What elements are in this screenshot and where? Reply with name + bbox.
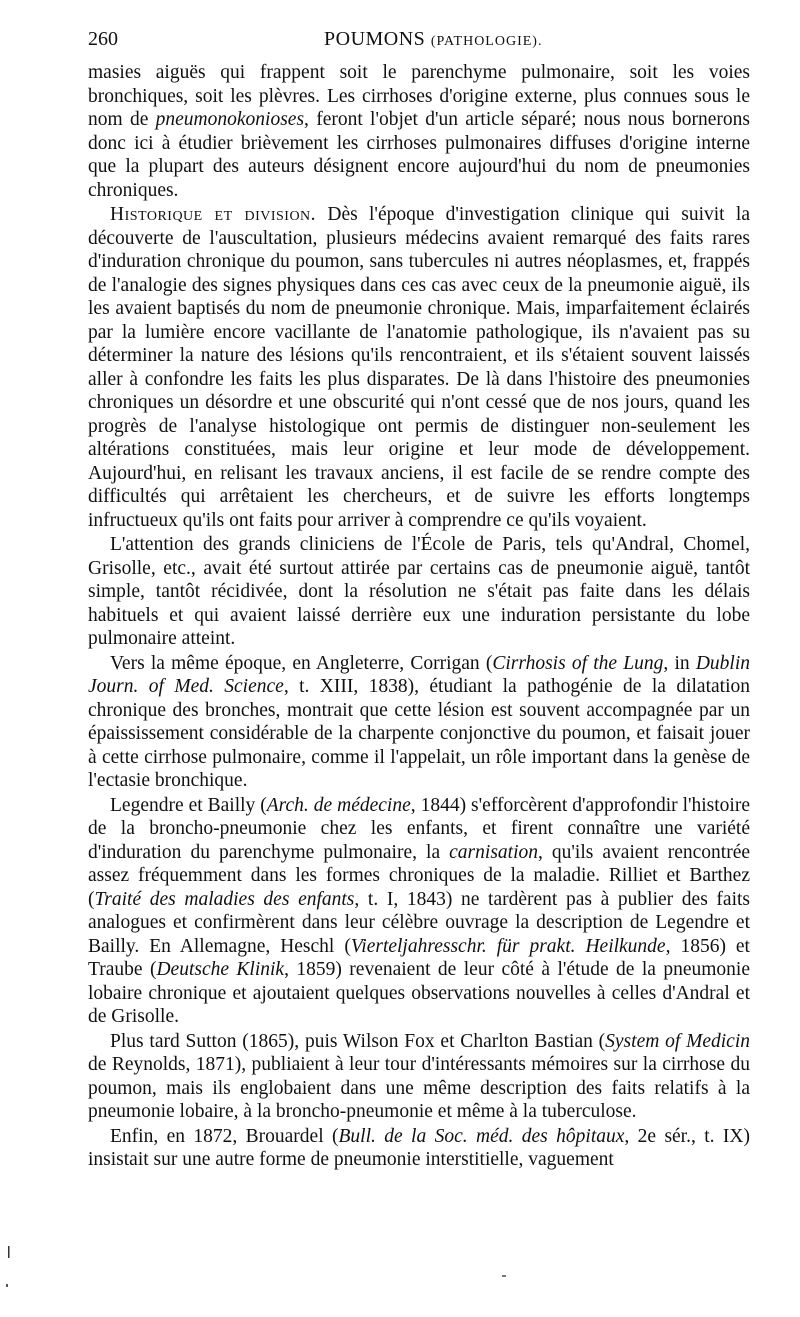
italic-citation: Vierteljahresschr. für prakt. Heilkunde	[350, 935, 666, 957]
italic-citation: carnisation	[449, 841, 538, 863]
page-number: 260	[88, 28, 118, 50]
text-run: , feront l'objet d'un article séparé; nous nous bornerons donc ici à étudier brièvement les cirrhoses pulmonaires diffuses d'origine interne que la plupart des auteurs désignent encore aujourd'hui du nom de pneumonies chroniques.	[88, 109, 750, 201]
paragraph-legendre-bailly	[88, 794, 750, 1029]
italic-citation: System of Medicin	[605, 1030, 750, 1052]
scan-speck	[6, 1284, 8, 1287]
section-heading: Historique et division.	[110, 204, 317, 225]
text-run: , t. I, 1843) ne tardèrent pas à publier des faits analogues et confirmèrent dans leur célèbre ouvrage la description de Legendre et Bailly. En Allemagne, Heschl (	[88, 888, 750, 957]
running-title-sub: (PATHOLOGIE).	[430, 34, 543, 49]
running-title-main: POUMONS	[324, 28, 426, 50]
italic-citation: Deutsche Klinik	[156, 959, 285, 980]
text-run: , t. XIII, 1838), étudiant la pathogénie de la dilatation chronique des bronches, montrait que cette lésion est souvent accompagnée par un épaississement considérable de la charpente conjonctive du poumon, et faisait jouer à cette cirrhose pulmonaire, comme il l'appelait, un rôle important dans la genèse de l'ectasie bronchique.	[88, 676, 750, 791]
paragraph-historique	[88, 203, 750, 532]
paragraph-continuation	[88, 61, 750, 202]
paragraph-sutton	[88, 1030, 750, 1124]
text-run: masies aiguës qui frappent soit le parenchyme pulmonaire, soit les voies bronchiques, soit les plèvres. Les cirrhoses d'origine externe, plus connues sous le nom de	[88, 62, 750, 130]
scan-speck	[8, 1246, 10, 1258]
scan-speck	[502, 1275, 506, 1277]
paragraph-ecole-de-paris	[88, 533, 750, 651]
body-text	[88, 61, 750, 1173]
italic-citation: Arch. de médecine	[266, 794, 411, 816]
text-run: , 2e sér., t. IX) insistait sur une autre forme de pneumonie interstitielle, vaguement	[88, 1125, 750, 1170]
text-run: L'attention des grands cliniciens de l'École de Paris, tels qu'Andral, Chomel, Grisolle, etc., avait été surtout attirée par certains cas de pneumonie aiguë, tantôt simple, tantôt récidivée, dont la résolution ne s'était pas faite dans les délais habituels et qui avaient laissé derrière eux une induration persistante du lobe pulmonaire atteint.	[88, 534, 750, 649]
text-run: , 1856) et Traube (	[88, 935, 750, 980]
text-run: Dès l'époque d'investigation clinique qui suivit la découverte de l'auscultation, plusieurs médecins avaient remarqué des faits rares d'induration chronique du poumon, sans tubercules ni autres néoplasmes, et, frappés de l'analogie des signes physiques dans ces cas avec ceux de la pneumonie aiguë, ils les avaient baptisés du nom de pneumonie chronique. Mais, imparfaitement éclairés par la lumière encore vacillante de l'anatomie pathologique, ils n'avaient pas su déterminer la nature des lésions qu'ils rencontraient, et ils s'étaient souvent laissés aller à confondre les faits les plus disparates. De là dans l'histoire des pneumonies chroniques un désordre et une obscurité qui n'ont cessé que de nos jours, quand les progrès de l'analyse histologique ont permis de distinguer non-seulement les altérations constituées, mais leur origine et leur mode de développement. Aujourd'hui, en relisant les travaux anciens, il est facile de se rendre compte des difficultés qui arrêtaient les chercheurs, et de suivre les efforts longtemps infructueux qu'ils ont faits pour arriver à comprendre ce qu'ils voyaient.	[88, 204, 750, 531]
text-run: , 1844) s'efforcèrent d'approfondir l'histoire de la broncho-pneumonie chez les enfants, et firent connaître une variété d'induration du parenchyme pulmonaire, la	[88, 794, 750, 863]
running-header	[88, 28, 748, 58]
text-run: Vers la même époque, en Angleterre, Corrigan (	[110, 652, 493, 674]
text-run: , 1859) revenaient de leur côté à l'étude de la pneumonie lobaire chronique et ajoutaient quelques observations nouvelles à celles d'Andral et de Grisolle.	[88, 959, 750, 1027]
text-run: de Reynolds, 1871), publiaient à leur tour d'intéressants mémoires sur la cirrhose du poumon, mais ils englobaient dans une même description des faits relatifs à la pneumonie lobaire, à la broncho-pneumonie et même à la tuberculose.	[88, 1054, 750, 1122]
text-run: Enfin, en 1872, Brouardel (	[110, 1125, 339, 1147]
italic-citation: pneumonokonioses	[155, 109, 305, 130]
paragraph-corrigan	[88, 652, 750, 793]
italic-citation: Bull. de la Soc. méd. des hôpitaux	[338, 1125, 625, 1147]
italic-citation: Cirrhosis of the Lung	[492, 652, 664, 674]
text-run: , qu'ils avaient rencontrée assez fréquemment dans les formes chroniques de la maladie. Rilliet et Barthez (	[88, 841, 751, 910]
text-run: Plus tard Sutton (1865), puis Wilson Fox et Charlton Bastian (	[110, 1030, 606, 1052]
paragraph-brouardel	[88, 1125, 750, 1172]
italic-citation: Traité des maladies des enfants	[94, 888, 355, 910]
text-run: , in	[663, 652, 696, 674]
running-title	[324, 28, 542, 51]
italic-citation: Dublin Journ. of Med. Science	[88, 652, 750, 697]
text-run: Legendre et Bailly (	[110, 794, 267, 816]
